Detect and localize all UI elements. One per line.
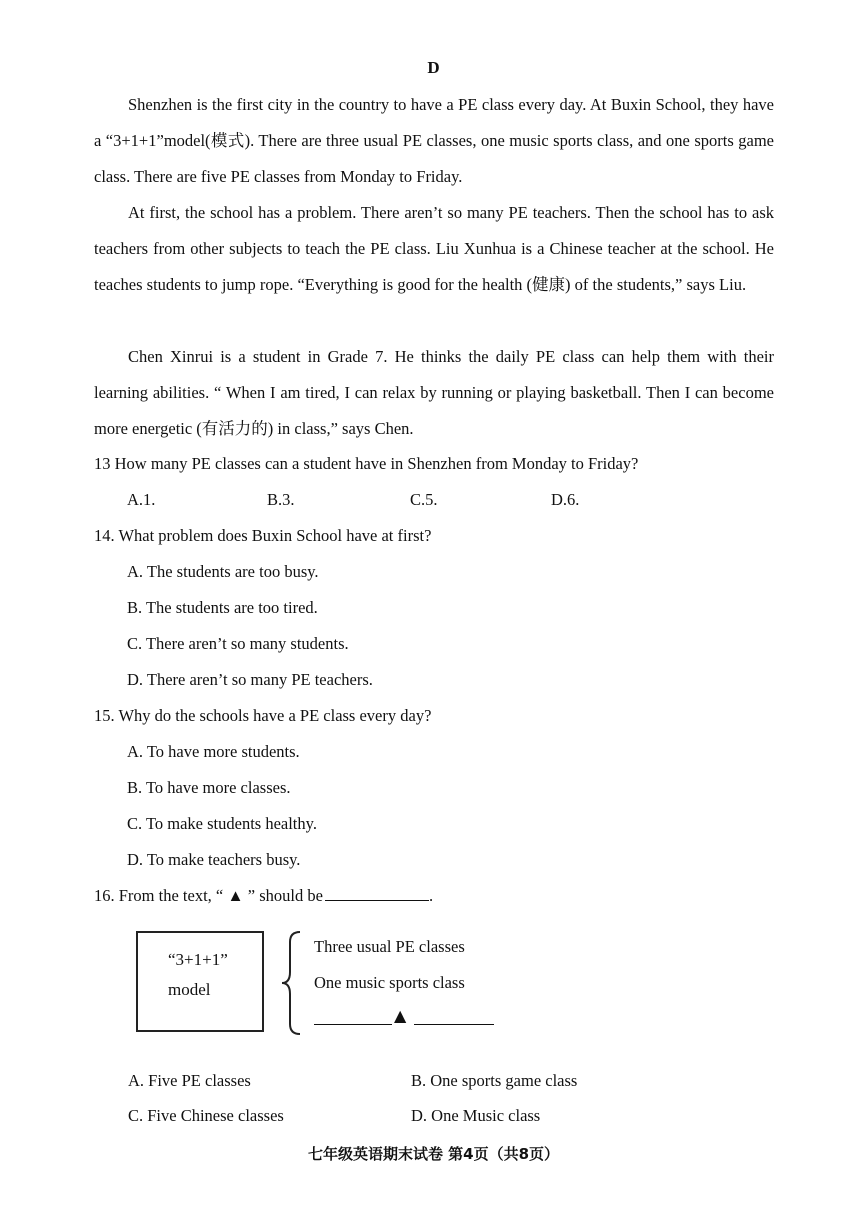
model-box-line-2: model: [168, 980, 211, 999]
question-16-stem: [94, 885, 433, 907]
q16-option-b: B. One sports game class: [411, 1071, 578, 1090]
section-title: D: [427, 58, 440, 77]
q15-option-d: D. To make teachers busy.: [127, 850, 301, 869]
model-item-2: One music sports class: [314, 973, 465, 992]
q13-option-c: C.5.: [410, 490, 438, 509]
model-item-3-blank: [314, 1008, 494, 1028]
q16-option-a: A. Five PE classes: [128, 1071, 251, 1090]
q14-option-b: B. The students are too tired.: [127, 598, 318, 617]
question-13-stem: 13 How many PE classes can a student have in Shenzhen from Monday to Friday?: [94, 454, 639, 473]
q13-option-d: D.6.: [551, 490, 580, 509]
question-15-stem: 15. Why do the schools have a PE class every day?: [94, 706, 432, 725]
q16-option-c: C. Five Chinese classes: [128, 1106, 284, 1125]
answer-blank: [325, 886, 429, 901]
q14-option-d: D. There aren’t so many PE teachers.: [127, 670, 373, 689]
q15-option-b: B. To have more classes.: [127, 778, 291, 797]
question-14-stem: 14. What problem does Buxin School have at first?: [94, 526, 432, 545]
model-box: [136, 931, 264, 1032]
question-16-stem-end: .: [428, 886, 434, 905]
q16-option-d: D. One Music class: [411, 1106, 541, 1125]
q13-option-a: A.1.: [127, 490, 156, 509]
q14-option-c: C. There aren’t so many students.: [127, 634, 349, 653]
q15-option-c: C. To make students healthy.: [127, 814, 317, 833]
passage-paragraph-3: Chen Xinrui is a student in Grade 7. He thinks the daily PE class can help them with their learning abilities. “ When I am tired, I can relax by running or playing basketball. Then I can become more energetic (有活力的) in class,” says Chen.: [94, 347, 774, 438]
question-16-stem-text: 16. From the text, “ ▲ ” should be: [94, 886, 323, 905]
q13-option-b: B.3.: [267, 490, 295, 509]
q14-option-a: A. The students are too busy.: [127, 562, 319, 581]
passage-paragraph-1: Shenzhen is the first city in the country to have a PE class every day. At Buxin School, they have a “3+1+1”model(模式). There are three usual PE classes, one music sports class, and one sports game class. There are five PE classes from Monday to Friday.: [94, 95, 774, 186]
q15-option-a: A. To have more students.: [127, 742, 300, 761]
model-item-1: Three usual PE classes: [314, 937, 465, 956]
triangle-icon: ▲: [394, 1006, 407, 1025]
passage-paragraph-2: At first, the school has a problem. There aren’t so many PE teachers. Then the school has to ask teachers from other subjects to teach the PE class. Liu Xunhua is a Chinese teacher at the school. He teaches students to jump rope. “Everything is good for the health (健康) of the students,” says Liu.: [94, 203, 774, 294]
curly-brace-icon: [278, 930, 302, 1036]
page-footer: 七年级英语期末试卷 第4页（共8页）: [307, 1145, 560, 1163]
model-box-line-1: “3+1+1”: [168, 950, 228, 969]
